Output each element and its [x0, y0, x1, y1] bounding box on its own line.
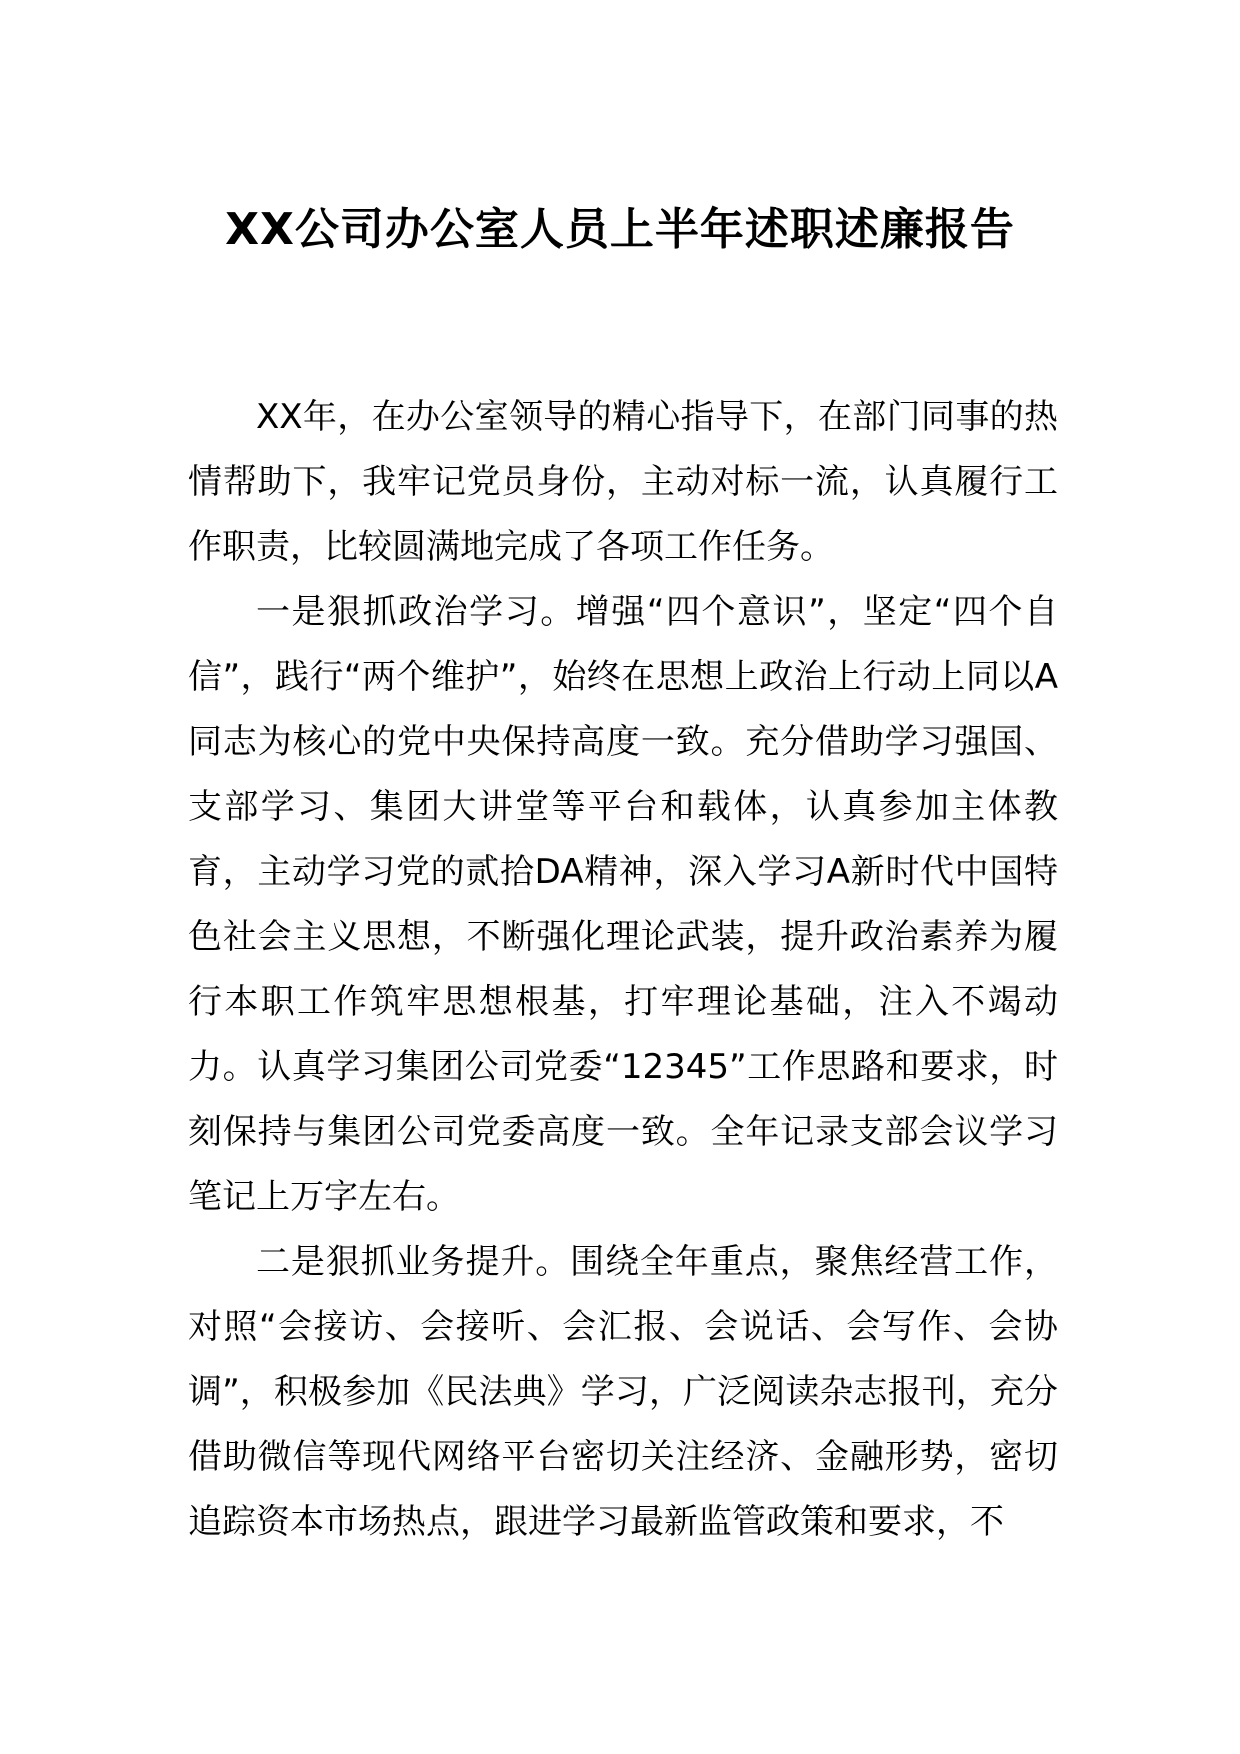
paragraph-political-study: 一是狠抓政治学习。增强“四个意识”，坚定“四个自信”，践行“两个维护”，始终在思想上政治上行动上同以A同志为核心的党中央保持高度一致。充分借助学习强国、支部学习、集团大讲堂等平台和载体，认真参加主体教育，主动学习党的贰拾DA精神，深入学习A新时代中国特色社会主义思想，不断强化理论武装，提升政治素养为履行本职工作筑牢思想根基，打牢理论基础，注入不竭动力。认真学习集团公司党委“12345”工作思路和要求，时刻保持与集团公司党委高度一致。全年记录支部会议学习笔记上万字左右。	[188, 592, 1058, 1217]
document-body	[188, 385, 1058, 1555]
paragraph-business-improvement: 二是狠抓业务提升。围绕全年重点，聚焦经营工作，对照“会接访、会接听、会汇报、会说话、会写作、会协调”，积极参加《民法典》学习，广泛阅读杂志报刊，充分借助微信等现代网络平台密切关注经济、金融形势，密切追踪资本市场热点，跟进学习最新监管政策和要求，不	[188, 1242, 1058, 1542]
document-title: XX公司办公室人员上半年述职述廉报告	[225, 204, 1015, 255]
paragraph-intro: XX年，在办公室领导的精心指导下，在部门同事的热情帮助下，我牢记党员身份，主动对标一流，认真履行工作职责，比较圆满地完成了各项工作任务。	[188, 397, 1058, 567]
